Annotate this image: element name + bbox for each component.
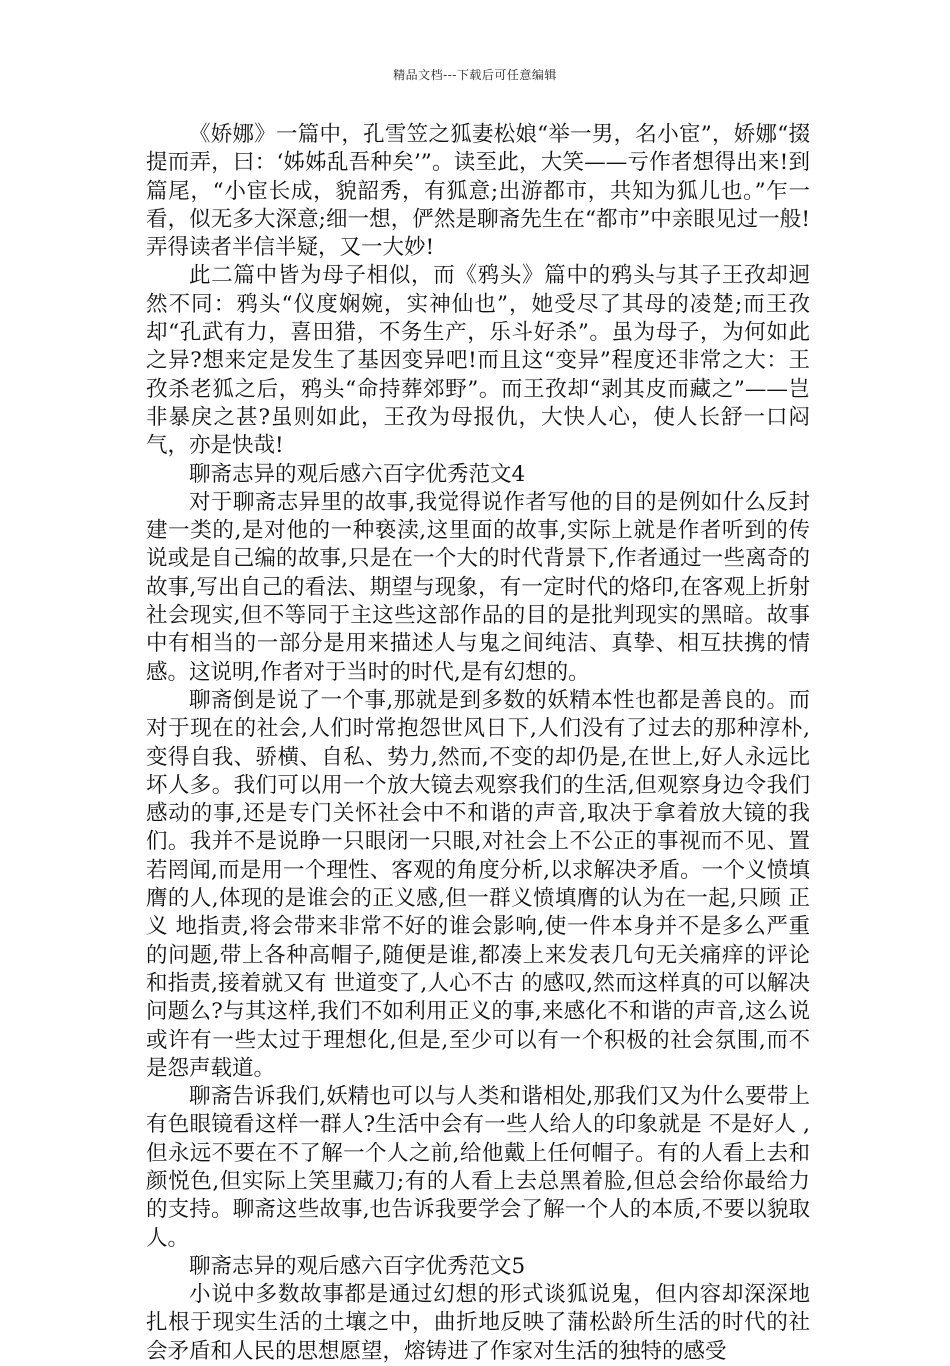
section-heading-5: 聊斋志异的观后感六百字优秀范文5 (189, 1253, 526, 1279)
paragraph-essay4-conclusion: 聊斋告诉我们,妖精也可以与人类和谐相处,那我们又为什么要带上有色眼镜看这样一群人?生活中会有一些人给人的印象就是 不是好人 ,但永远不要在不了解一个人之前,给他戴上任何帽子。有的人看上去和颜悦色,但实际上笑里藏刀;有的人看上去总黑着脸,但总会给你最给力的支持。聊斋这些故事,也告诉我要学会了解一个人的本质,不要以貌取人。 (146, 1084, 810, 1251)
paragraph-essay5-intro: 小说中多数故事都是通过幻想的形式谈狐说鬼，但内容却深深地扎根于现实生活的土壤之中，曲折地反映了蒲松龄所生活的时代的社会矛盾和人民的思想愿望，熔铸进了作家对生活的独特的感受 (146, 1282, 810, 1364)
paragraph-yatou: 此二篇中皆为母子相似，而《鸦头》篇中的鸦头与其子王孜却迥然不同：鸦头“仪度娴婉，实神仙也”，她受尽了其母的凌楚;而王孜却“孔武有力，喜田猎，不务生产，乐斗好杀”。虽为母子，为何如此之异?想来定是发生了基因变异吧!而且这“变异”程度还非常之大：王孜杀老狐之后，鸦头“命持葬郊野”。而王孜却“剥其皮而藏之”——岂非暴戾之甚?虽则如此，王孜为母报仇，大快人心，使人长舒一口闷气，亦是快哉! (146, 263, 810, 459)
document-body (146, 121, 810, 1366)
section-heading-4: 聊斋志异的观后感六百字优秀范文4 (189, 461, 526, 487)
paragraph-essay4-intro: 对于聊斋志异里的故事,我觉得说作者写他的目的是例如什么反封建一类的,是对他的一种亵渎,这里面的故事,实际上就是作者听到的传说或是自己编的故事,只是在一个大的时代背景下,作者通过一些离奇的故事,写出自己的看法、期望与现象，有一定时代的烙印,在客观上折射社会现实,但不等同于主这些这部作品的目的是批判现实的黑暗。故事中有相当的一部分是用来描述人与鬼之间纯洁、真挚、相互扶携的情感。这说明,作者对于当时的时代,是有幻想的。 (146, 489, 810, 685)
paragraph-jiaona: 《娇娜》一篇中，孔雪笠之狐妻松娘“举一男，名小宦”，娇娜“掇提而弄，曰：‘姊姊乱吾种矣’”。读至此，大笑——亏作者想得出来!到篇尾，“小宦长成，貌韶秀，有狐意;出游都市，共知为狐儿也。”乍一看，似无多大深意;细一想，俨然是聊斋先生在“都市”中亲眼见过一般!弄得读者半信半疑，又一大妙! (146, 122, 810, 261)
page-header: 精品文档---下载后可任意编辑 (393, 68, 557, 82)
paragraph-essay4-society: 聊斋倒是说了一个事,那就是到多数的妖精本性也都是善良的。而对于现在的社会,人们时常抱怨世风日下,人们没有了过去的那种淳朴,变得自我、骄横、自私、势力,然而,不变的却仍是,在世上,好人永远比坏人多。我们可以用一个放大镜去观察我们的生活,但观察身边令我们感动的事,还是专门关怀社会中不和谐的声音,取决于拿着放大镜的我们。我并不是说睁一只眼闭一只眼,对社会上不公正的事视而不见、置若罔闻,而是用一个理性、客观的角度分析,以求解决矛盾。一个义愤填膺的人,体现的是谁会的正义感,但一群义愤填膺的认为在一起,只顾 正义 地指责,将会带来非常不好的谁会影响,使一件本身并不是多么严重的问题,带上各种高帽子,随便是谁,都凑上来发表几句无关痛痒的评论和指责,接着就又有 世道变了,人心不古 的感叹,然而这样真的可以解决问题么?与其这样,我们不如利用正义的事,来感化不和谐的声音,这么说或许有一些太过于理想化,但是,至少可以有一个积极的社会氛围,而不是怨声载道。 (146, 687, 810, 1081)
